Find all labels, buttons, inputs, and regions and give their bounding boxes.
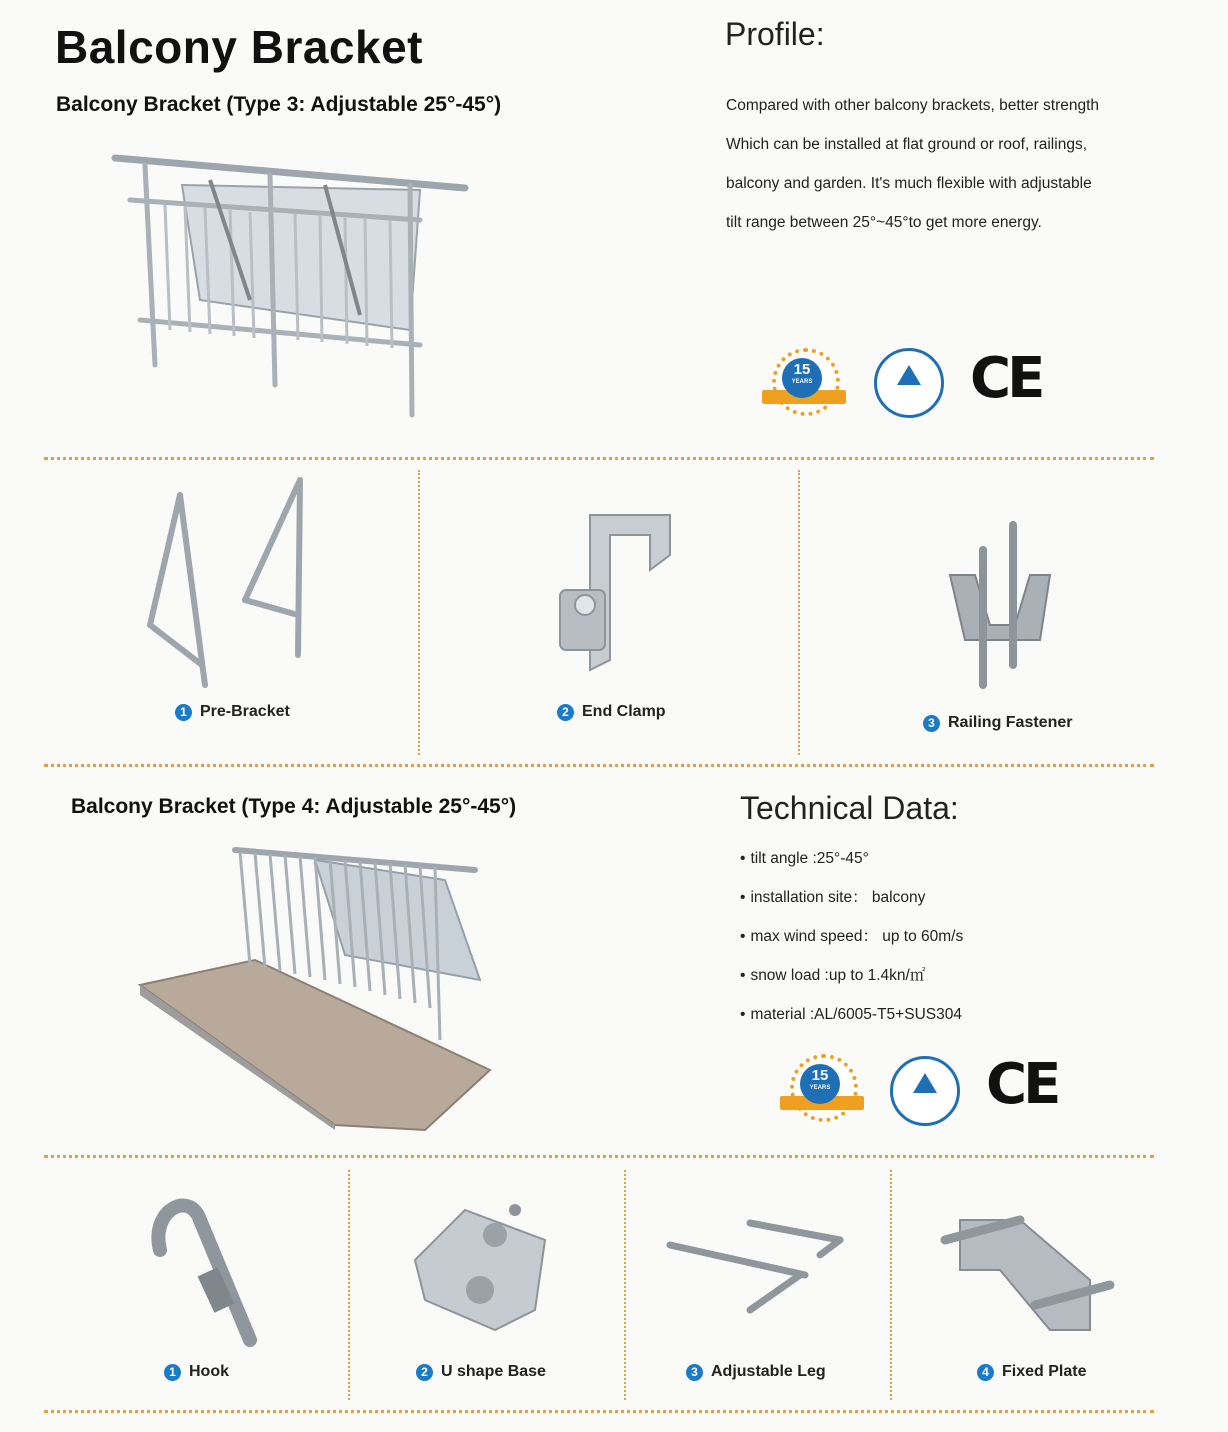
type4-subtitle: Balcony Bracket (Type 4: Adjustable 25°-45°) [71,795,517,818]
part-label-fixed-plate: Fixed Plate [1002,1363,1087,1380]
part-number-badge: 4 [977,1364,994,1381]
divider-vertical [624,1170,626,1400]
page-title: Balcony Bracket [55,21,423,73]
part-number-badge: 2 [416,1364,433,1381]
profile-line: balcony and garden. It's much flexible with adjustable [726,175,1092,192]
hook-illustration [140,1190,270,1350]
divider-vertical [418,470,420,755]
part-label-end-clamp: End Clamp [582,703,666,720]
part-caption [175,703,290,721]
part-number-badge: 3 [923,715,940,732]
type3-subtitle: Balcony Bracket (Type 3: Adjustable 25°-45°) [56,93,502,116]
part-number-badge: 1 [164,1364,181,1381]
part-caption [416,1363,546,1381]
part-caption [923,714,1072,732]
profile-line: Which can be installed at flat ground or roof, railings, [726,136,1087,153]
spec-snow-load: • snow load :up to 1.4kn/㎡ [740,963,963,1002]
divider [44,764,1154,767]
divider-vertical [890,1170,892,1400]
end-clamp-illustration [550,510,680,680]
part-label-hook: Hook [189,1363,229,1380]
divider [44,1410,1154,1413]
divider-vertical [798,470,800,755]
part-number-badge: 2 [557,704,574,721]
technical-data-heading: Technical Data: [740,790,959,826]
badge-years-label: YEARS [791,379,813,385]
part-caption [977,1363,1086,1381]
badge-years: 15 [811,1067,829,1084]
15-years-warranty-badge [762,344,846,428]
divider-vertical [348,1170,350,1400]
profile-line: Compared with other balcony brackets, better strength [726,97,1100,114]
ce-mark-icon: CE [970,346,1042,411]
part-number-badge: 3 [686,1364,703,1381]
spec-max-wind-speed: • max wind speed： up to 60m/s [740,924,963,963]
type3-railing-illustration [110,150,480,425]
part-caption [164,1363,229,1381]
railing-fastener-illustration [945,515,1055,695]
15-years-warranty-badge [780,1050,864,1134]
part-caption [557,703,666,721]
part-label-adjustable-leg: Adjustable Leg [711,1363,826,1380]
type4-balcony-illustration [135,840,500,1135]
pre-bracket-illustration [140,475,330,695]
profile-line: tilt range between 25°~45°to get more energy. [726,214,1042,231]
profile-text [726,86,1146,242]
spec-material: • material :AL/6005-T5+SUS304 [740,1002,963,1041]
ce-mark-icon: CE [986,1052,1058,1117]
part-number-badge: 1 [175,704,192,721]
badge-years: 15 [793,361,811,378]
spec-tilt-angle: • tilt angle :25°-45° [740,846,963,885]
part-label-u-shape-base: U shape Base [441,1363,546,1380]
tuv-certification-icon [890,1056,960,1126]
fixed-plate-illustration [940,1200,1130,1340]
part-label-railing-fastener: Railing Fastener [948,714,1073,731]
divider [44,457,1154,460]
adjustable-leg-illustration [660,1215,860,1320]
u-shape-base-illustration [405,1200,550,1340]
spec-installation-site: • installation site： balcony [740,885,963,924]
profile-heading: Profile: [725,16,825,52]
divider [44,1155,1154,1158]
tuv-certification-icon [874,348,944,418]
badge-years-label: YEARS [809,1085,831,1091]
technical-data-list [740,846,963,1041]
part-caption [686,1363,826,1381]
part-label-pre-bracket: Pre-Bracket [200,703,290,720]
